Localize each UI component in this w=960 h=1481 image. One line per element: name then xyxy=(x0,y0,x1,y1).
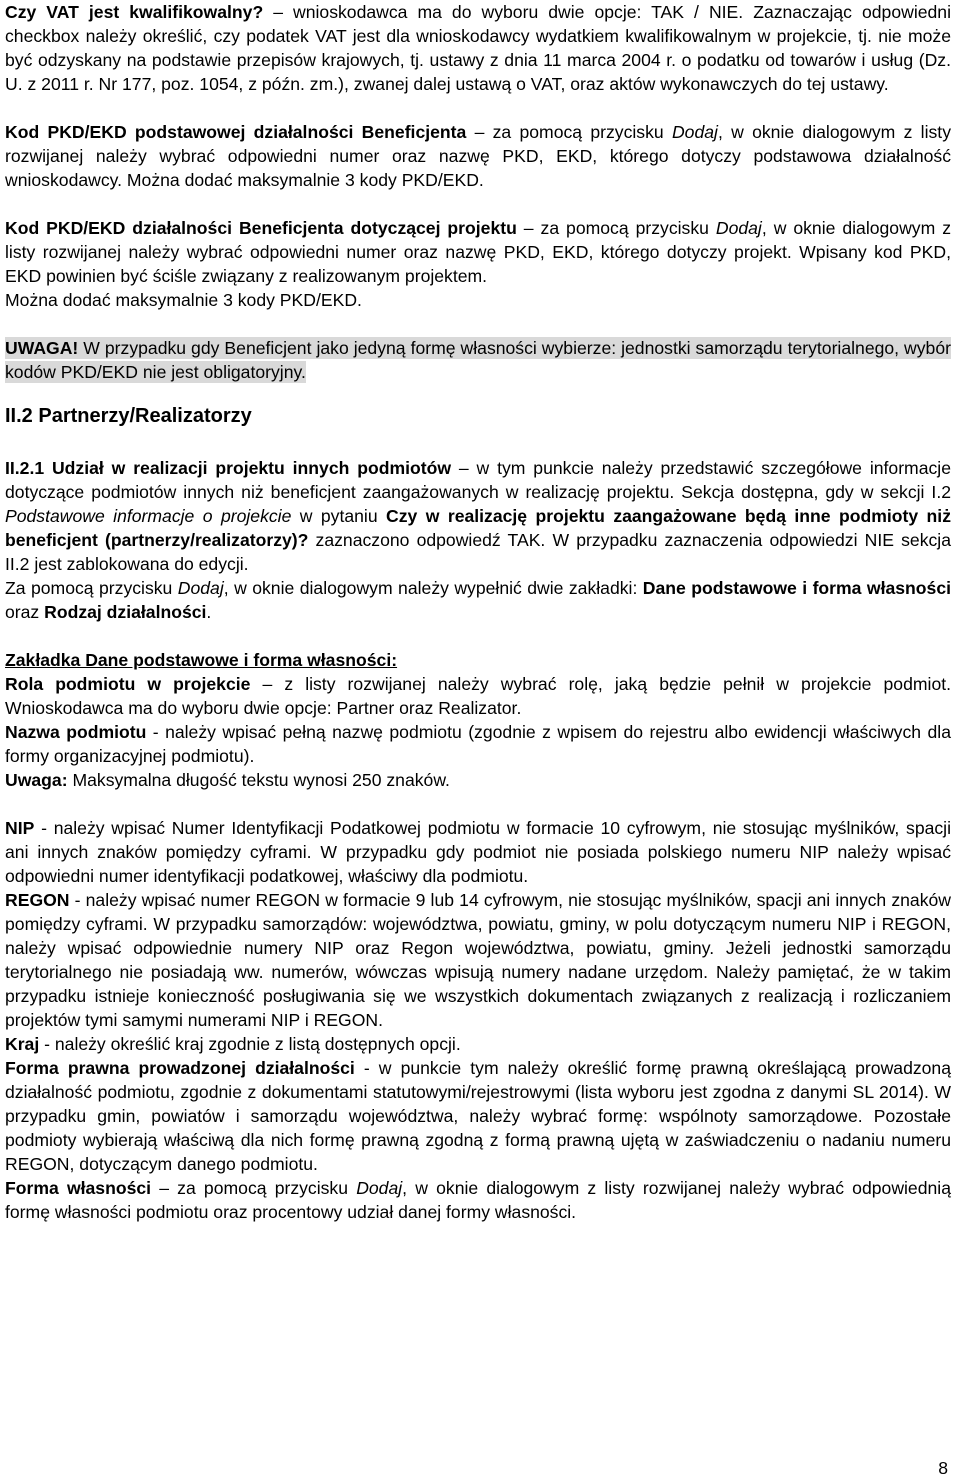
forma-wlasnosci-text1: – za pomocą przycisku xyxy=(151,1178,357,1198)
pkd-project-dodaj: Dodaj xyxy=(715,218,762,238)
nip-label: NIP xyxy=(5,818,35,838)
regon-text: - należy wpisać numer REGON w formacie 9 lub 14 cyfrowym, nie stosując myślników, spacji ani innych znaków pomiędzy cyframi. W przypadku samorządów: województwa, powiatu, gminy, w polu dotyczącym numeru NIP i REGON, należy wpisać odpowiednie numery NIP oraz Regon województwa, powiatu, gminy. Jeżeli jednostki samorządu terytorialnego nie posiadają ww. numerów, wówczas wpisują numery nadane urzędom. Należy pamiętać, że w takim przypadku istnieje konieczność posługiwania się we wszystkich dokumentach związanych z realizacją i rozliczaniem projektów tymi samymi numerami NIP i REGON. xyxy=(5,890,951,1030)
kraj-paragraph xyxy=(5,1032,951,1056)
partners-text1: – w tym punkcie należy przedstawić szczegółowe informacje dotyczące podmiotów innych niż beneficjent zaangażowanych w realizację projektu. Sekcja dostępna, gdy w sekcji I.2 xyxy=(5,458,951,502)
forma-prawna-label: Forma prawna prowadzonej działalności xyxy=(5,1058,355,1078)
pkd-project-text2: , w oknie dialogowym z listy rozwijanej należy wybrać odpowiedni numer oraz nazwę PKD, EKD, którego dotyczy projekt. Wpisany kod PKD, EKD powinien być ściśle związany z realizowanym projektem. xyxy=(5,218,951,286)
regon-label: REGON xyxy=(5,890,70,910)
vat-text: – wnioskodawca ma do wyboru dwie opcje: TAK / NIE. Zaznaczając odpowiedni checkbox należy określić, czy podatek VAT jest dla wnioskodawcy wydatkiem kwalifikowalnym w projekcie, tj. nie może być odzyskany na podstawie przepisów krajowych, tj. ustawy z dnia 11 marca 2004 r. o podatku od towarów i usług (Dz. U. z 2011 r. Nr 177, poz. 1054, z późn. zm.), zwanej dalej ustawą o VAT, oraz aktów wykonawczych do tej ustawy. xyxy=(5,2,952,94)
tabs-text2: , w oknie dialogowym należy wypełnić dwie zakładki: xyxy=(223,578,643,598)
rola-text: – z listy rozwijanej należy wybrać rolę, jaką będzie pełnił w projekcie podmiot. Wnioskodawca ma do wyboru dwie opcje: Partner oraz Realizator. xyxy=(5,674,952,718)
uwaga-paragraph xyxy=(5,768,951,792)
kraj-text: - należy określić kraj zgodnie z listą dostępnych opcji. xyxy=(39,1034,461,1054)
forma-wlasnosci-paragraph xyxy=(5,1176,951,1224)
section-title: II.2 Partnerzy/Realizatorzy xyxy=(5,405,252,427)
vat-question: Czy VAT jest kwalifikowalny? xyxy=(5,2,264,22)
uwaga-text: Maksymalna długość tekstu wynosi 250 znaków. xyxy=(67,770,450,790)
partners-label: II.2.1 Udział w realizacji projektu innych podmiotów xyxy=(5,458,452,478)
tabs-dodaj: Dodaj xyxy=(177,578,224,598)
pkd-project-label: Kod PKD/EKD działalności Beneficjenta dotyczącej projektu xyxy=(5,218,517,238)
rola-paragraph xyxy=(5,672,951,720)
warning-note xyxy=(5,336,951,384)
pkd-project-paragraph xyxy=(5,216,951,288)
regon-paragraph xyxy=(5,888,951,1032)
tabs-text4: . xyxy=(206,602,212,622)
forma-wlasnosci-label: Forma własności xyxy=(5,1178,152,1198)
forma-prawna-text: - w punkcie tym należy określić formę prawną określającą prowadzoną działalność podmiotu, zgodnie z dokumentami statutowymi/rejestrowymi (lista wyboru jest zgodna z danymi SL 2014). W przypadku gmin, powiatów i samorządu województwa, należy wybrać formę: wspólnoty samorządowe. Pozostałe podmioty wybierają właściwą dla nich formę prawną zgodną z formą prawną ujętą w zaświadczeniu o nadaniu numeru REGON, dotyczącym danego podmiotu. xyxy=(5,1058,951,1174)
tabs-name-1: Dane podstawowe i forma własności xyxy=(642,578,951,598)
tabs-text1: Za pomocą przycisku xyxy=(5,578,178,598)
partners-section-ref: Podstawowe informacje o projekcie xyxy=(5,506,292,526)
partners-question: Czy w realizację projektu zaangażowane będą inne podmioty niż beneficjent (partnerzy/realizatorzy)? xyxy=(5,506,951,550)
tabs-name-2: Rodzaj działalności xyxy=(44,602,207,622)
page-number: 8 xyxy=(938,1458,948,1478)
pkd-main-paragraph xyxy=(5,120,951,192)
pkd-main-text1: – za pomocą przycisku xyxy=(466,122,672,142)
tabs-paragraph xyxy=(5,576,951,624)
pkd-project-max: Można dodać maksymalnie 3 kody PKD/EKD. xyxy=(5,290,362,310)
nip-text: - należy wpisać Numer Identyfikacji Podatkowej podmiotu w formacie 10 cyfrowym, nie stosując myślników, spacji ani innych znaków pomiędzy cyframi. W przypadku gdy podmiot nie posiada polskiego numeru NIP należy wpisać odpowiedni numer identyfikacji podatkowej, właściwy dla podmiotu. xyxy=(5,818,951,886)
partners-text3: zaznaczono odpowiedź TAK. W przypadku zaznaczenia odpowiedzi NIE sekcja II.2 jest zablokowana do edycji. xyxy=(5,530,951,574)
partners-text2: w pytaniu xyxy=(291,506,387,526)
pkd-project-text1: – za pomocą przycisku xyxy=(516,218,716,238)
pkd-main-label: Kod PKD/EKD podstawowej działalności Beneficjenta xyxy=(5,122,467,142)
warning-label: UWAGA! xyxy=(5,338,79,358)
pkd-main-text2: , w oknie dialogowym z listy rozwijanej należy wybrać odpowiedni numer oraz nazwę PKD, EKD, którego dotyczy podstawowa działalność wnioskodawcy. Można dodać maksymalnie 3 kody PKD/EKD. xyxy=(5,122,951,190)
tabs-text3: oraz xyxy=(5,602,45,622)
kraj-label: Kraj xyxy=(5,1034,40,1054)
pkd-main-dodaj: Dodaj xyxy=(671,122,718,142)
nip-paragraph xyxy=(5,816,951,888)
tab-heading: Zakładka Dane podstawowe i forma własności: xyxy=(5,650,398,670)
forma-wlasnosci-dodaj: Dodaj xyxy=(356,1178,403,1198)
nazwa-label: Nazwa podmiotu xyxy=(5,722,147,742)
warning-text: W przypadku gdy Beneficjent jako jedyną formę własności wybierze: jednostki samorządu terytorialnego, wybór kodów PKD/EKD nie jest obligatoryjny. xyxy=(5,338,951,382)
document-page xyxy=(5,0,951,1224)
uwaga-label: Uwaga: xyxy=(5,770,68,790)
forma-prawna-paragraph xyxy=(5,1056,951,1176)
vat-paragraph xyxy=(5,0,951,96)
rola-label: Rola podmiotu w projekcie xyxy=(5,674,251,694)
forma-wlasnosci-text2: , w oknie dialogowym z listy rozwijanej należy wybrać odpowiednią formę własności podmiotu oraz procentowy udział danej formy własności. xyxy=(5,1178,951,1222)
nazwa-text: - należy wpisać pełną nazwę podmiotu (zgodnie z wpisem do rejestru albo ewidencji właściwych dla formy organizacyjnej podmiotu). xyxy=(5,722,951,766)
partners-paragraph xyxy=(5,456,951,576)
nazwa-paragraph xyxy=(5,720,951,768)
